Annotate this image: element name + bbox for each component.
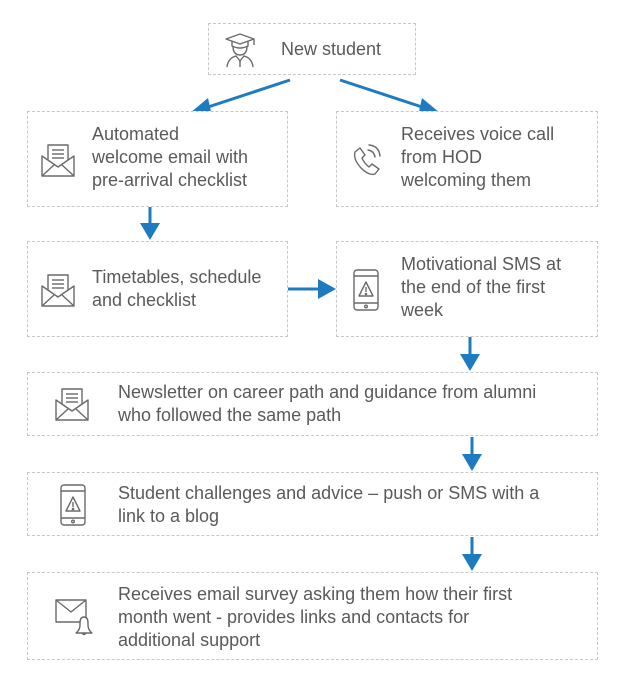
node-label: Student challenges and advice – push or SMS with a link to a blog: [118, 483, 540, 526]
node-label: Receives voice call from HOD welcoming them: [401, 124, 555, 190]
phone-call-icon: [349, 142, 383, 178]
node-challenges: [27, 472, 598, 536]
node-newsletter: [27, 372, 598, 436]
node-welcome-email: [27, 111, 288, 207]
email-document-icon: [54, 386, 90, 422]
arrow-newsletter-to-challenges: [462, 437, 482, 471]
arrow-timetables-to-sms: [288, 279, 336, 299]
node-label: Automated welcome email with pre-arrival checklist: [92, 124, 249, 190]
node-label: Timetables, schedule and checklist: [92, 267, 262, 310]
arrow-email-to-timetables: [140, 207, 160, 240]
node-label: Newsletter on career path and guidance from alumni who followed the same path: [118, 382, 537, 425]
node-voice-call: [336, 111, 598, 207]
email-document-icon: [40, 142, 76, 178]
node-new-student: [208, 23, 416, 75]
node-timetables: [27, 241, 288, 337]
node-label: Receives email survey asking them how their first month went - provides links and contacts for additional support: [118, 584, 513, 650]
node-label: New student: [281, 39, 382, 59]
graduate-icon: [223, 32, 257, 68]
node-motivational-sms: [336, 241, 598, 337]
arrow-sms-to-newsletter: [460, 337, 480, 371]
arrow-challenges-to-survey: [462, 537, 482, 571]
node-label: Motivational SMS at the end of the first week: [401, 254, 562, 320]
mobile-alert-icon: [351, 268, 381, 312]
email-document-icon: [40, 272, 76, 308]
mobile-alert-icon: [58, 483, 88, 527]
node-survey: [27, 572, 598, 660]
email-bell-icon: [54, 597, 94, 637]
